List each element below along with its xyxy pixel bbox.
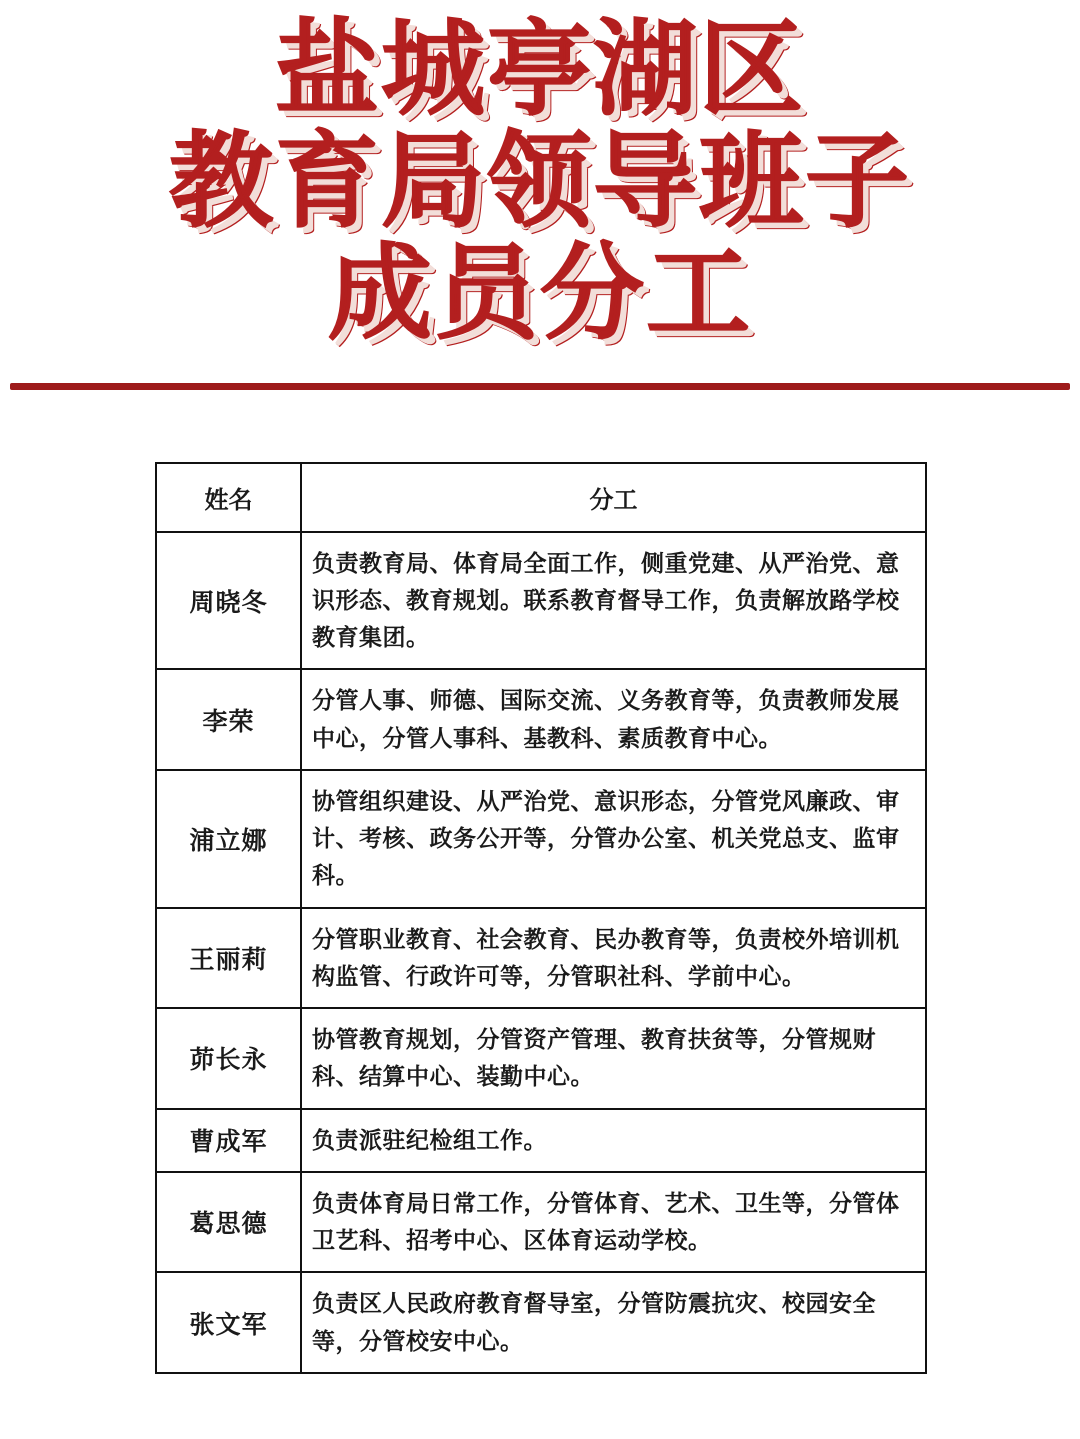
table-row bbox=[156, 1272, 926, 1373]
title-line-3: 成员分工 bbox=[327, 232, 752, 355]
cell-duty: 负责区人民政府教育督导室，分管防震抗灾、校园安全等，分管校安中心。 bbox=[301, 1272, 926, 1373]
column-header-name: 姓名 bbox=[156, 463, 301, 532]
cell-name: 曹成军 bbox=[156, 1109, 301, 1172]
poster-title bbox=[0, 0, 1080, 355]
cell-duty: 分管人事、师德、国际交流、义务教育等，负责教师发展中心，分管人事科、基教科、素质教育中心。 bbox=[301, 669, 926, 770]
title-line-2: 教育局领导班子 bbox=[168, 120, 911, 243]
table-row bbox=[156, 1008, 926, 1109]
table-row bbox=[156, 1109, 926, 1172]
cell-duty: 负责派驻纪检组工作。 bbox=[301, 1109, 926, 1172]
title-line-1: 盐城亭湖区 bbox=[274, 8, 805, 130]
cell-duty: 协管组织建设、从严治党、意识形态，分管党风廉政、审计、考核、政务公开等，分管办公室、机关党总支、监审科。 bbox=[301, 770, 926, 908]
table-row bbox=[156, 669, 926, 770]
table-row bbox=[156, 532, 926, 670]
assignment-table-wrapper bbox=[155, 462, 925, 1374]
cell-name: 葛思德 bbox=[156, 1172, 301, 1273]
cell-duty: 分管职业教育、社会教育、民办教育等，负责校外培训机构监管、行政许可等，分管职社科、学前中心。 bbox=[301, 908, 926, 1009]
title-divider bbox=[10, 383, 1070, 390]
table-header-row bbox=[156, 463, 926, 532]
column-header-duty: 分工 bbox=[301, 463, 926, 532]
cell-name: 李荣 bbox=[156, 669, 301, 770]
assignment-table bbox=[155, 462, 927, 1374]
cell-name: 王丽莉 bbox=[156, 908, 301, 1009]
cell-duty: 协管教育规划，分管资产管理、教育扶贫等，分管规财科、结算中心、装勤中心。 bbox=[301, 1008, 926, 1109]
cell-name: 茆长永 bbox=[156, 1008, 301, 1109]
table-row bbox=[156, 1172, 926, 1273]
cell-duty: 负责教育局、体育局全面工作，侧重党建、从严治党、意识形态、教育规划。联系教育督导工作，负责解放路学校教育集团。 bbox=[301, 532, 926, 670]
cell-name: 张文军 bbox=[156, 1272, 301, 1373]
cell-name: 浦立娜 bbox=[156, 770, 301, 908]
table-row bbox=[156, 908, 926, 1009]
table-row bbox=[156, 770, 926, 908]
cell-duty: 负责体育局日常工作，分管体育、艺术、卫生等，分管体卫艺科、招考中心、区体育运动学校。 bbox=[301, 1172, 926, 1273]
cell-name: 周晓冬 bbox=[156, 532, 301, 670]
